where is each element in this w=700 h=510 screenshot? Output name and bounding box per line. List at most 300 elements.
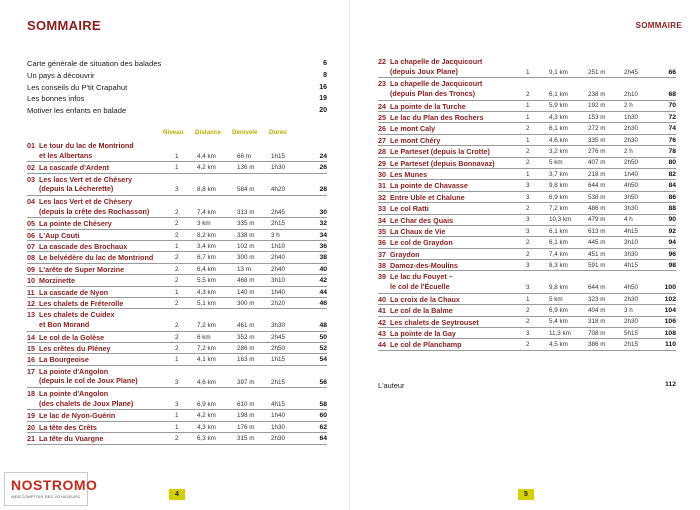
walk-name [39, 231, 79, 241]
walk-denivele: 176 m [237, 423, 255, 431]
walk-name [390, 147, 490, 157]
walk-row [378, 203, 676, 214]
walk-row [378, 180, 676, 191]
walk-distance: 6,9 km [197, 400, 216, 408]
walk-row [27, 410, 327, 421]
walk-name-line: Les chalets de Fréterolle [39, 299, 124, 309]
walk-page: 78 [668, 148, 676, 156]
walk-distance: 9,8 km [549, 182, 568, 190]
walk-niveau: 1 [175, 412, 179, 420]
walk-duree: 2h10 [624, 91, 639, 99]
walk-number: 03 [27, 174, 35, 184]
walk-name-line: Le tour du lac de Montriond [39, 141, 134, 150]
walk-niveau: 2 [526, 250, 530, 258]
walk-distance: 6,7 km [197, 254, 216, 262]
walk-number: 09 [27, 264, 35, 274]
walk-distance: 9,8 km [549, 284, 568, 292]
walk-niveau: 2 [175, 435, 179, 443]
walk-niveau: 2 [526, 318, 530, 326]
walk-niveau: 3 [526, 216, 530, 224]
walk-name [390, 318, 479, 328]
walk-name-line: (depuis le col de Joux Plane) [39, 376, 138, 386]
header-denivele: Dénivelé [232, 129, 258, 136]
walk-row [378, 317, 676, 328]
walk-page: 74 [668, 125, 676, 133]
walk-niveau: 3 [175, 400, 179, 408]
walk-niveau: 3 [526, 182, 530, 190]
walk-page: 62 [319, 423, 327, 431]
intro-label: Carte générale de situation des balades [27, 59, 162, 68]
walk-row [378, 169, 676, 180]
walk-duree: 3h50 [624, 193, 639, 201]
page-title: SOMMAIRE [27, 18, 101, 33]
walk-page: 44 [319, 288, 327, 296]
intro-item [27, 58, 327, 70]
walk-niveau: 2 [175, 208, 179, 216]
walk-duree: 2h40 [271, 254, 286, 262]
walk-denivele: 613 m [588, 227, 606, 235]
intro-page: 16 [319, 83, 327, 91]
walk-niveau: 2 [526, 307, 530, 315]
column-headers [27, 129, 327, 139]
walk-table-left [27, 140, 327, 445]
walk-name [390, 306, 453, 316]
walk-number: 04 [27, 196, 35, 206]
walk-distance: 3,7 km [549, 170, 568, 178]
walk-page: 40 [319, 265, 327, 273]
walk-row [378, 294, 676, 305]
walk-page: 76 [668, 136, 676, 144]
walk-duree: 1h30 [271, 423, 286, 431]
walk-denivele: 338 m [237, 231, 255, 239]
walk-distance: 8,8 km [197, 186, 216, 194]
walk-duree: 3h30 [624, 205, 639, 212]
walk-distance: 9,1 km [549, 68, 568, 76]
intro-label: Les bonnes infos [27, 94, 85, 104]
walk-denivele: 218 m [588, 170, 606, 178]
walk-denivele: 272 m [588, 125, 606, 133]
walk-distance: 5 km [549, 295, 563, 303]
walk-duree: 2h15 [624, 341, 639, 349]
walk-name [39, 141, 134, 160]
walk-page: 72 [668, 113, 676, 121]
walk-denivele: 335 m [237, 220, 255, 228]
walk-page: 100 [664, 284, 676, 292]
walk-name [39, 242, 127, 252]
walk-row [378, 271, 676, 293]
walk-duree: 4h20 [271, 186, 286, 194]
walk-page: 104 [664, 307, 676, 315]
walk-distance: 4,4 km [197, 152, 216, 160]
walk-duree: 2h20 [271, 299, 286, 307]
walk-denivele: 286 m [237, 344, 255, 352]
intro-page: 19 [319, 95, 327, 103]
walk-number: 11 [27, 287, 35, 297]
walk-page: 84 [668, 182, 676, 190]
walk-distance: 5,1 km [197, 299, 216, 307]
walk-name [39, 219, 112, 229]
walk-number: 42 [378, 317, 386, 327]
walk-distance: 5,9 km [549, 102, 568, 110]
walk-niveau: 2 [526, 125, 530, 133]
walk-page: 70 [668, 102, 676, 110]
walk-name-line: Entre Uble et Chalune [390, 192, 465, 202]
walk-name [390, 193, 465, 203]
walk-number: 02 [27, 163, 35, 173]
walk-duree: 2h30 [624, 125, 639, 133]
walk-name-line: Le mont Chéry [390, 135, 441, 145]
walk-name [39, 389, 133, 408]
walk-niveau: 2 [175, 333, 179, 341]
walk-number: 21 [27, 434, 35, 444]
walk-denivele: 404 m [588, 307, 606, 315]
walk-page: 82 [668, 170, 676, 178]
walk-name [39, 344, 111, 354]
walk-denivele: 276 m [588, 148, 606, 156]
walk-niveau: 2 [526, 205, 530, 212]
walk-name [390, 170, 427, 180]
walk-niveau: 1 [526, 136, 530, 144]
walk-page: 24 [319, 152, 327, 160]
walk-page: 48 [319, 322, 327, 330]
walk-distance: 5,4 km [549, 318, 568, 326]
intro-label: Motiver les enfants en balade [27, 106, 127, 116]
walk-name [390, 295, 460, 305]
walk-duree: 4h15 [271, 400, 286, 408]
walk-distance: 6,1 km [549, 91, 568, 99]
walk-number: 33 [378, 204, 386, 214]
walk-number: 06 [27, 230, 35, 240]
walk-denivele: 461 m [237, 322, 255, 330]
walk-row [378, 305, 676, 316]
walk-row [27, 264, 327, 275]
walk-niveau: 1 [526, 68, 530, 76]
walk-niveau: 1 [526, 170, 530, 178]
walk-denivele: 300 m [237, 299, 255, 307]
walk-duree: 2h45 [624, 68, 639, 76]
walk-number: 05 [27, 219, 35, 229]
walk-duree: 1h10 [271, 242, 286, 250]
walk-duree: 1h15 [271, 356, 286, 364]
walk-denivele: 708 m [588, 329, 606, 337]
walk-niveau: 1 [526, 113, 530, 121]
walk-distance: 4,1 km [197, 356, 216, 364]
walk-niveau: 3 [526, 261, 530, 269]
walk-niveau: 2 [175, 265, 179, 273]
walk-page: 30 [319, 208, 327, 216]
walk-name [390, 340, 462, 350]
walk-page: 108 [664, 329, 676, 337]
walk-denivele: 445 m [588, 239, 606, 247]
walk-denivele: 251 m [588, 68, 606, 76]
walk-name [39, 175, 132, 194]
walk-duree: 3h10 [271, 277, 286, 285]
walk-duree: 4 h [624, 216, 633, 224]
walk-name [39, 423, 97, 433]
walk-duree: 2h40 [271, 265, 286, 273]
walk-name-line: La croix de la Chaux [390, 294, 460, 304]
walk-distance: 5 km [549, 159, 563, 167]
walk-row [27, 218, 327, 229]
walk-niveau: 1 [526, 102, 530, 110]
walk-name-line: Le Char des Quais [390, 215, 454, 225]
walk-distance: 7,4 km [549, 250, 568, 258]
walk-name [390, 159, 495, 169]
walk-page: 34 [319, 231, 327, 239]
walk-page: 96 [668, 250, 676, 258]
walk-page: 58 [319, 400, 327, 408]
walk-name [39, 355, 89, 365]
walk-niveau: 2 [175, 254, 179, 262]
walk-page: 60 [319, 412, 327, 420]
walk-denivele: 479 m [588, 216, 606, 224]
walk-duree: 2h30 [624, 295, 639, 303]
header-duree: Durée [269, 129, 287, 136]
walk-number: 08 [27, 253, 35, 263]
walk-name-line: La cascade d'Ardent [39, 163, 110, 173]
walk-niveau: 2 [526, 148, 530, 156]
walk-name-line: Le lac du Plan des Rochers [390, 112, 484, 122]
walk-name [39, 265, 124, 275]
walk-name-line: Les Munes [390, 169, 428, 179]
logo-word: NOSTROMO [11, 477, 98, 493]
walk-name [39, 163, 109, 173]
walk-name-line: La chapelle de Jacquicourt [390, 57, 483, 66]
walk-number: 41 [378, 306, 386, 316]
walk-row [378, 56, 676, 78]
walk-duree: 3 h [624, 307, 633, 315]
walk-number: 28 [378, 147, 386, 157]
walk-distance: 4,2 km [197, 412, 216, 420]
walk-denivele: 451 m [588, 250, 606, 258]
walk-row [27, 241, 327, 252]
walk-name-line: La pointe d'Angolon [39, 389, 109, 399]
walk-name-line: Le Parteset (depuis Bonnavaz) [390, 158, 495, 168]
walk-page: 38 [319, 254, 327, 262]
walk-niveau: 1 [175, 164, 179, 172]
walk-row [378, 260, 676, 271]
walk-name [390, 204, 429, 214]
walk-denivele: 397 m [237, 378, 255, 386]
walk-number: 13 [27, 310, 35, 320]
walk-page: 106 [664, 318, 676, 326]
walk-row [378, 215, 676, 226]
auteur-page: 112 [665, 381, 676, 388]
walk-denivele: 584 m [237, 186, 255, 194]
walk-denivele: 153 m [588, 113, 606, 121]
walk-denivele: 300 m [237, 254, 255, 262]
walk-number: 25 [378, 112, 386, 122]
walk-number: 37 [378, 249, 386, 259]
walk-number: 19 [27, 411, 35, 421]
walk-denivele: 407 m [588, 159, 606, 167]
walk-row [378, 192, 676, 203]
walk-name [390, 261, 458, 271]
walk-name-line: Le col Ratti [390, 204, 429, 214]
walk-number: 10 [27, 276, 35, 286]
walk-name-line: Les lacs Vert et de Chésery [39, 174, 133, 184]
walk-distance: 4,6 km [197, 378, 216, 386]
walk-page: 36 [319, 242, 327, 250]
walk-denivele: 644 m [588, 182, 606, 190]
walk-name [390, 227, 445, 237]
walk-duree: 4h15 [624, 227, 639, 235]
walk-name [390, 113, 483, 123]
walk-denivele: 386 m [588, 341, 606, 349]
walk-page: 92 [668, 227, 676, 235]
walk-name-line: le col de l'Écuelle [390, 282, 450, 292]
walk-name [390, 216, 453, 226]
walk-duree: 1h30 [271, 164, 286, 172]
walk-niveau: 2 [175, 322, 179, 330]
walk-distance: 11,3 km [549, 329, 571, 337]
walk-denivele: 538 m [588, 193, 606, 201]
intro-label: Les conseils du P'tit Crapahut [27, 82, 128, 92]
walk-page: 46 [319, 299, 327, 307]
walk-name [390, 124, 435, 134]
nostromo-logo [4, 472, 98, 506]
walk-row [27, 230, 327, 241]
walk-name-line: Le Parteset (depuis la Crotte) [390, 147, 490, 157]
walk-page: 32 [319, 220, 327, 228]
walk-number: 38 [378, 261, 386, 271]
walk-distance: 6,9 km [549, 307, 568, 315]
walk-distance: 6,1 km [549, 239, 568, 247]
walk-row [378, 112, 676, 123]
walk-row [378, 135, 676, 146]
walk-page: 102 [664, 295, 676, 303]
walk-duree: 3h10 [624, 239, 639, 247]
walk-niveau: 3 [175, 186, 179, 194]
walk-page: 56 [319, 378, 327, 386]
walk-duree: 4h15 [624, 261, 639, 269]
walk-row [378, 123, 676, 134]
walk-number: 20 [27, 422, 35, 432]
walk-denivele: 644 m [588, 284, 606, 292]
walk-name-line: Les chalets de Cuidex [39, 310, 115, 320]
walk-row [27, 275, 327, 286]
walk-distance: 4,2 km [197, 164, 216, 172]
walk-duree: 2h50 [624, 159, 639, 167]
walk-name-line: (depuis la Lécherette) [39, 184, 114, 194]
walk-denivele: 486 m [588, 205, 606, 212]
walk-page: 50 [319, 333, 327, 341]
walk-name-line: Morzinette [39, 276, 75, 286]
walk-duree: 2h15 [271, 220, 286, 228]
walk-number: 39 [378, 272, 386, 282]
walk-distance: 7,4 km [197, 208, 216, 216]
walk-duree: 2 h [624, 148, 633, 156]
walk-name-line: L'arête de Super Morzine [39, 264, 125, 274]
walk-page: 68 [668, 91, 676, 99]
walk-name-line: et Bon Morand [39, 320, 90, 329]
walk-denivele: 136 m [237, 164, 255, 172]
walk-niveau: 3 [526, 227, 530, 235]
walk-distance: 4,5 km [549, 341, 568, 349]
walk-row [378, 101, 676, 112]
walk-duree: 4h50 [624, 284, 639, 292]
walk-row [27, 343, 327, 354]
walk-number: 40 [378, 294, 386, 304]
walk-number: 01 [27, 141, 35, 150]
walk-denivele: 318 m [588, 318, 606, 326]
walk-duree: 2h30 [624, 318, 639, 326]
walk-duree: 5h15 [624, 329, 639, 337]
walk-number: 15 [27, 344, 35, 354]
walk-name-line: et les Albertans [39, 150, 93, 160]
walk-duree: 1h30 [624, 113, 639, 121]
walk-page: 110 [665, 341, 676, 349]
walk-name-line: La pointe d'Angolon [39, 366, 109, 376]
walk-row [27, 140, 327, 162]
walk-distance: 4,3 km [197, 423, 216, 431]
walk-name-line: Le col de Planchamp [390, 340, 462, 350]
walk-name-line: Les crêtes du Pléney [39, 344, 111, 354]
walk-number: 34 [378, 215, 386, 225]
intro-page: 6 [323, 60, 327, 67]
walk-page: 54 [319, 356, 327, 364]
walk-name-line: La tête des Crêts [39, 422, 97, 432]
walk-niveau: 1 [175, 356, 179, 364]
walk-duree: 1h15 [271, 152, 286, 160]
walk-distance: 10,3 km [549, 216, 572, 224]
walk-duree: 1h40 [624, 170, 639, 178]
walk-page: 52 [319, 344, 327, 352]
walk-page: 90 [668, 216, 676, 224]
walk-page: 26 [319, 164, 327, 172]
walk-name [390, 329, 456, 339]
walk-name-line: La pointe de la Gay [390, 328, 456, 338]
walk-name-line: (des chalets de Joux Plane) [39, 398, 134, 408]
folio-right: 5 [518, 489, 534, 500]
walk-niveau: 2 [526, 239, 530, 247]
walk-page: 28 [319, 186, 327, 194]
walk-name [39, 197, 149, 216]
walk-niveau: 2 [175, 344, 179, 352]
walk-duree: 2h45 [271, 333, 286, 341]
walk-number: 43 [378, 328, 386, 338]
walk-name [39, 288, 108, 298]
walk-number: 24 [378, 101, 386, 111]
walk-page: 94 [668, 239, 676, 247]
walk-page: 64 [319, 435, 327, 443]
walk-niveau: 2 [175, 277, 179, 285]
walk-row [27, 298, 327, 309]
walk-number: 18 [27, 389, 35, 399]
walk-denivele: 313 m [237, 208, 255, 216]
walk-distance: 7,2 km [549, 205, 568, 212]
walk-niveau: 1 [175, 242, 179, 250]
walk-niveau: 2 [175, 220, 179, 228]
walk-row [27, 366, 327, 388]
walk-duree: 3h30 [624, 250, 639, 258]
walk-niveau: 3 [175, 378, 179, 386]
walk-niveau: 1 [526, 295, 530, 303]
walk-denivele: 102 m [237, 242, 255, 250]
walk-name-line: La cascade des Brochaux [39, 242, 128, 252]
auteur-entry [378, 381, 676, 393]
walk-denivele: 238 m [588, 91, 606, 99]
walk-number: 31 [378, 181, 386, 191]
walk-denivele: 198 m [237, 412, 255, 420]
walk-page: 66 [668, 68, 676, 76]
walk-distance: 6,1 km [549, 125, 568, 133]
walk-name-line: La pointe de Chésery [39, 219, 112, 229]
walk-name-line: (depuis Joux Plane) [390, 66, 458, 76]
walk-niveau: 3 [526, 284, 530, 292]
walk-number: 35 [378, 226, 386, 236]
walk-denivele: 140 m [237, 288, 255, 296]
